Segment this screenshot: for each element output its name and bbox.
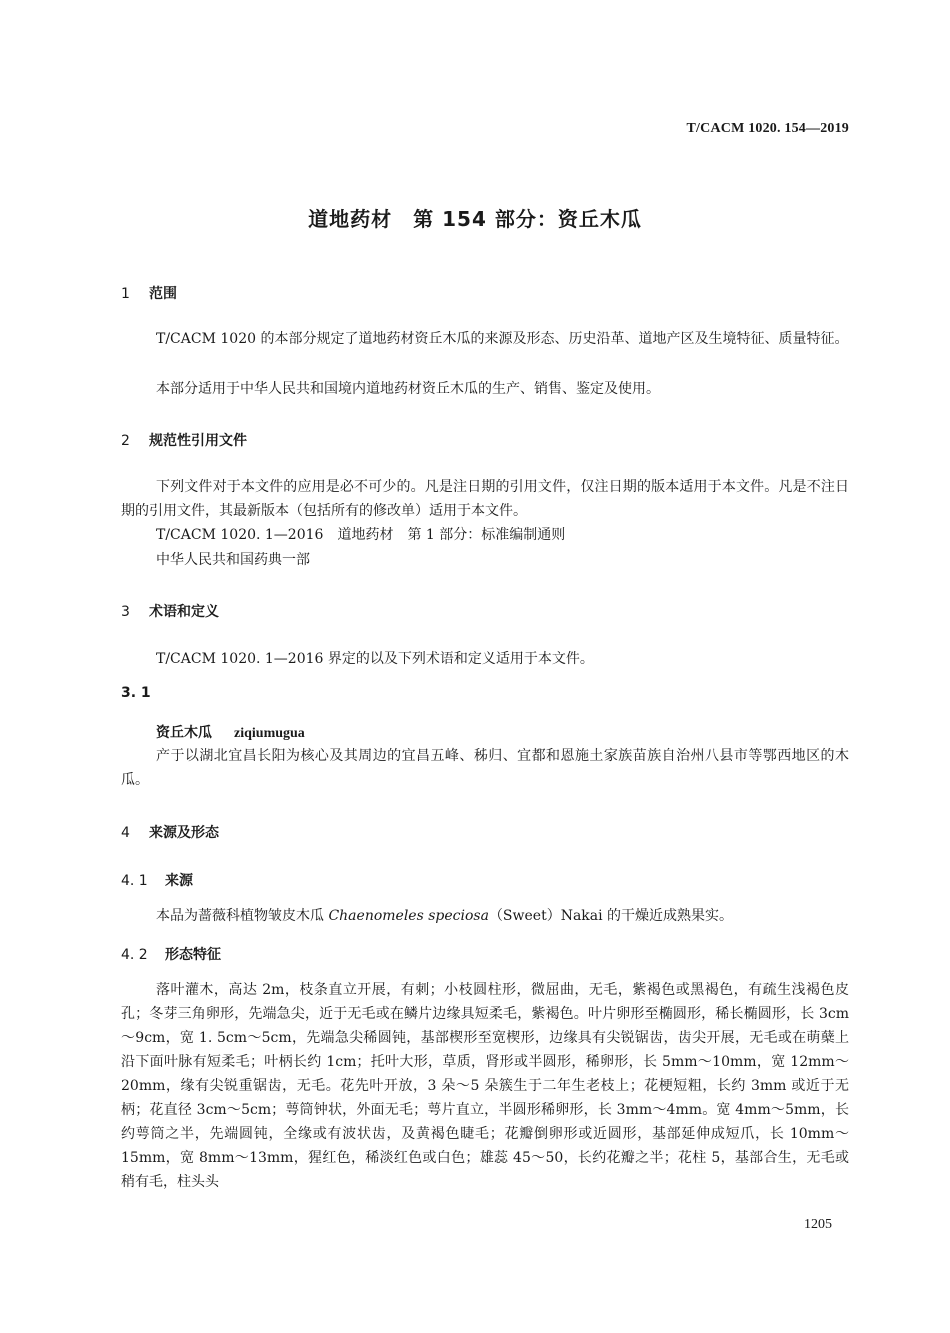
term-entry (156, 722, 305, 742)
section-3-title: 术语和定义 (149, 604, 219, 620)
section-1-paragraph-1: T/CACM 1020 的本部分规定了道地药材资丘木瓜的来源及形态、历史沿革、道地产区及生境特征、质量特征。 (156, 331, 849, 347)
standard-code: T/CACM 1020. 154—2019 (686, 121, 849, 136)
section-3-number: 3 (121, 604, 130, 620)
reference-1: T/CACM 1020. 1—2016 道地药材 第 1 部分：标准编制通则 (156, 527, 566, 543)
page-number: 1205 (804, 1217, 832, 1232)
source-text-before: 本品为蔷薇科植物皱皮木瓜 (156, 908, 329, 924)
section-3-heading (121, 601, 219, 621)
document-title: 道地药材 第 154 部分：资丘木瓜 (308, 207, 642, 231)
section-1-heading (121, 283, 177, 303)
subsection-4-2-heading (121, 944, 221, 964)
subsection-4-2-number: 4. 2 (121, 947, 148, 963)
section-1-title: 范围 (149, 286, 177, 302)
morphology-paragraph: 落叶灌木，高达 2m，枝条直立开展，有刺；小枝圆柱形，微屈曲，无毛，紫褐色或黑褐色，有疏生浅褐色皮孔；冬芽三角卵形，先端急尖，近于无毛或在鳞片边缘具短柔毛，紫褐色。叶片卵形至椭圆形，稀长椭圆形，长 3cm～9cm，宽 1. 5cm～5cm，先端急尖稀圆钝，基部楔形至宽楔形，边缘具有尖锐锯齿，齿尖开展，无毛或在萌蘖上沿下面叶脉有短柔毛；叶柄长约 1cm；托叶大形，草质，肾形或半圆形，稀卵形，长 5mm～10mm，宽 12mm～20mm，缘有尖锐重锯齿，无毛。花先叶开放，3 朵～5 朵簇生于二年生老枝上；花梗短粗，长约 3mm 或近于无柄；花直径 3cm～5cm；萼筒钟状，外面无毛；萼片直立，半圆形稀卵形，长 3mm～4mm。宽 4mm～5mm，长约萼筒之半，先端圆钝，全缘或有波状齿，及黄褐色睫毛；花瓣倒卵形或近圆形，基部延伸成短爪，长 10mm～15mm，宽 8mm～13mm，猩红色，稀淡红色或白色；雄蕊 45～50，长约花瓣之半；花柱 5，基部合生，无毛或稍有毛，柱头头 (121, 982, 849, 1190)
subsection-3-1-number: 3. 1 (121, 685, 151, 701)
section-2-title: 规范性引用文件 (149, 433, 247, 449)
term-chinese: 资丘木瓜 (156, 725, 212, 741)
subsection-4-1-number: 4. 1 (121, 873, 148, 889)
term-english: ziqiumugua (234, 726, 305, 741)
section-4-number: 4 (121, 825, 130, 841)
section-1-number: 1 (121, 286, 130, 302)
subsection-4-2-title: 形态特征 (165, 947, 221, 963)
section-4-title: 来源及形态 (149, 825, 219, 841)
source-text-after: （Sweet）Nakai 的干燥近成熟果实。 (488, 908, 734, 924)
section-2-paragraph-1: 下列文件对于本文件的应用是必不可少的。凡是注日期的引用文件，仅注日期的版本适用于本文件。凡是不注日期的引用文件，其最新版本（包括所有的修改单）适用于本文件。 (121, 479, 849, 519)
term-definition: 产于以湖北宜昌长阳为核心及其周边的宜昌五峰、秭归、宜都和恩施土家族苗族自治州八县市等鄂西地区的木瓜。 (121, 748, 849, 788)
section-3-paragraph-1: T/CACM 1020. 1—2016 界定的以及下列术语和定义适用于本文件。 (156, 651, 594, 667)
subsection-4-1-title: 来源 (165, 873, 193, 889)
source-paragraph (121, 904, 849, 928)
section-1-paragraph-2: 本部分适用于中华人民共和国境内道地药材资丘木瓜的生产、销售、鉴定及使用。 (156, 381, 660, 397)
subsection-4-1-heading (121, 870, 193, 890)
section-2-heading (121, 430, 247, 450)
section-2-number: 2 (121, 433, 130, 449)
section-4-heading (121, 822, 219, 842)
source-latin-name: Chaenomeles speciosa (328, 908, 489, 924)
reference-2: 中华人民共和国药典一部 (156, 552, 310, 568)
